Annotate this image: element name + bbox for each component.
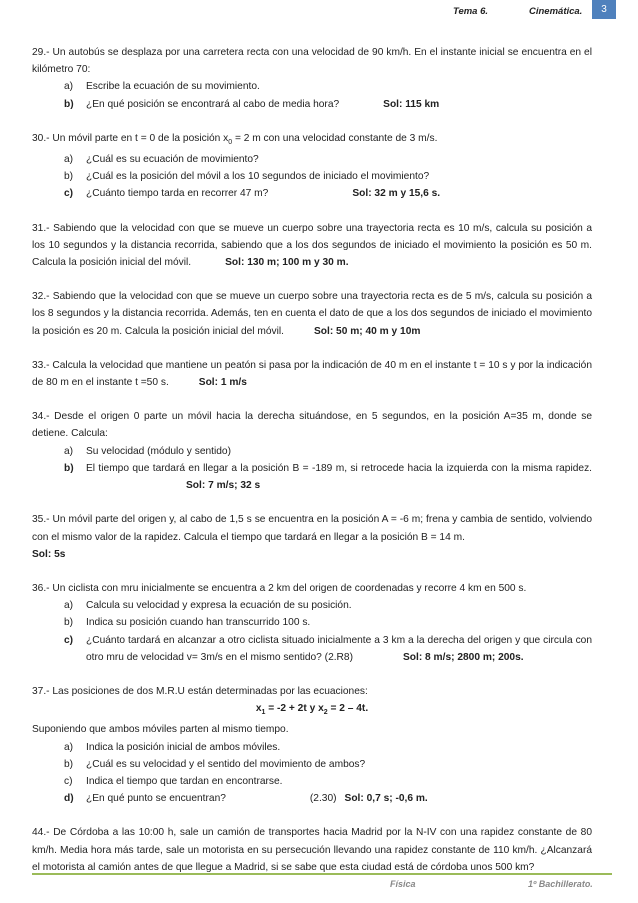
problem-36-b	[32, 614, 592, 631]
equation-part: = 2 – 4t.	[327, 703, 369, 715]
reference: (2.30)	[309, 793, 337, 805]
item-text: El tiempo que tardará en llegar a la posición B = -189 m, si retrocede hacia la izquierda con la misma rapidez.	[86, 462, 592, 474]
problem-32-statement: 32.- Sabiendo que la velocidad con que se mueve un cuerpo sobre una trayectoria recta es de 5 m/s, calcula su posición a los 8 segundos y la distancia recorrida. Además, ten en cuenta el dato de que a los dos segundos de iniciado el movimiento la posición es 20 m. Calcula la posición inicial del móvil.	[32, 291, 592, 337]
problem-37-c	[32, 773, 592, 790]
problem-37-d	[32, 790, 592, 807]
item-text: ¿En qué posición se encontrará al cabo de media hora?	[86, 98, 340, 110]
problem-34-a	[32, 443, 592, 460]
item-text: ¿Cuál es su ecuación de movimiento?	[86, 154, 259, 166]
item-label: c)	[64, 634, 74, 646]
solution: Sol: 50 m; 40 m y 10m	[313, 325, 421, 337]
statement-part: 30.- Un móvil parte en t = 0 de la posición x	[32, 132, 229, 144]
item-text: ¿En qué punto se encuentran?	[86, 793, 226, 805]
item-text: Indica su posición cuando han transcurrido 100 s.	[86, 617, 311, 629]
problem-37-a	[32, 739, 592, 756]
item-text: Indica la posición inicial de ambos móviles.	[86, 741, 281, 753]
equation-part: = -2 + 2t y	[265, 703, 319, 715]
problem-44	[32, 824, 592, 876]
item-label: a)	[64, 154, 74, 166]
problem-36-c	[32, 632, 592, 666]
problem-30-a	[32, 151, 592, 168]
problem-37-b	[32, 756, 592, 773]
item-label: b)	[64, 171, 74, 183]
item-label: b)	[64, 462, 74, 474]
item-text: ¿Cuál es la posición del móvil a los 10 segundos de iniciado el movimiento?	[86, 171, 430, 183]
problem-29-statement: 29.- Un autobús se desplaza por una carretera recta con una velocidad de 90 km/h. En el instante inicial se encuentra en el kilómetro 70:	[32, 47, 592, 76]
problem-34-statement: 34.- Desde el origen 0 parte un móvil hacia la derecha situándose, en 5 segundos, en la posición A=35 m, donde se detiene. Calcula:	[32, 411, 592, 440]
subscript: 2	[323, 709, 328, 717]
problem-34-b	[32, 460, 592, 494]
solution: Sol: 130 m; 100 m y 30 m.	[225, 257, 349, 269]
item-text: Indica el tiempo que tardan en encontrarse.	[86, 775, 283, 787]
item-text: Su velocidad (módulo y sentido)	[86, 445, 231, 457]
problem-30	[32, 130, 592, 203]
item-label: d)	[64, 793, 74, 805]
solution: Sol: 7 m/s; 32 s	[186, 480, 261, 492]
problem-29	[32, 44, 592, 113]
problem-30-c	[32, 185, 592, 202]
problem-37-statement: 37.- Las posiciones de dos M.R.U están determinadas por las ecuaciones:	[32, 685, 368, 697]
footer-divider	[32, 873, 612, 875]
item-label: a)	[64, 81, 74, 93]
solution: Sol: 32 m y 15,6 s.	[352, 188, 441, 200]
footer-subject: Física	[390, 879, 416, 889]
item-label: c)	[64, 775, 73, 787]
footer-course: 1º Bachillerato.	[528, 879, 593, 889]
solution: Sol: 0,7 s; -0,6 m.	[344, 793, 428, 805]
statement-part: = 2 m con una velocidad constante de 3 m/s.	[232, 132, 438, 144]
problem-30-statement	[32, 130, 592, 151]
page-number: 3	[592, 0, 616, 19]
problem-29-a	[32, 78, 592, 95]
problem-44-statement: 44.- De Córdoba a las 10:00 h, sale un camión de transportes hacia Madrid por la N-IV con una rapidez constante de 80 km/h. Media hora más tarde, sale un motorista en su persecución llevando una rapidez constante de 110 km/h. ¿Alcanzará el motorista al camión antes de que llegue a Madrid, si se sabe que esta ciudad está de córdoba unos 500 km?	[32, 827, 592, 873]
problem-35	[32, 511, 592, 563]
problem-36-a	[32, 597, 592, 614]
problem-37	[32, 683, 592, 807]
equation-var: x	[318, 703, 324, 715]
item-label: b)	[64, 758, 74, 770]
header-title: Cinemática.	[529, 6, 583, 17]
page-header	[0, 0, 638, 24]
solution: Sol: 8 m/s; 2800 m; 200s.	[402, 651, 524, 663]
problem-34	[32, 408, 592, 494]
header-tema: Tema 6.	[453, 6, 489, 17]
subscript: 1	[261, 709, 266, 717]
equations	[32, 700, 592, 721]
problem-29-b	[32, 96, 592, 113]
item-text: ¿Cuánto tiempo tarda en recorrer 47 m?	[86, 188, 269, 200]
solution: Sol: 115 km	[383, 98, 440, 110]
problem-36-statement: 36.- Un ciclista con mru inicialmente se encuentra a 2 km del origen de coordenadas y recorre 4 km en 500 s.	[32, 582, 527, 594]
item-text: Calcula su velocidad y expresa la ecuación de su posición.	[86, 600, 352, 612]
solution: Sol: 5s	[32, 548, 66, 560]
problem-35-statement: 35.- Un móvil parte del origen y, al cabo de 1,5 s se encuentra en la posición A = -6 m; frena y cambia de sentido, volviendo con el mismo valor de la rapidez. Calcula el tiempo que tardará en llegar a la posición B = 14 m.	[32, 514, 592, 543]
problem-37-statement-2: Suponiendo que ambos móviles parten al mismo tiempo.	[32, 724, 289, 736]
document-body	[32, 44, 592, 893]
equation-var: x	[255, 703, 262, 715]
item-text: ¿Cuál es su velocidad y el sentido del movimiento de ambos?	[86, 758, 366, 770]
item-label: a)	[64, 741, 74, 753]
item-label: b)	[64, 98, 74, 110]
problem-33	[32, 357, 592, 391]
item-text: Escribe la ecuación de su movimiento.	[86, 81, 260, 93]
problem-31-statement: 31.- Sabiendo que la velocidad con que se mueve un cuerpo sobre una trayectoria recta es 10 m/s, calcula su posición a los 10 segundos y la distancia recorrida, sabiendo que a los dos segundos de iniciado el movimiento la posición es 50 m. Calcula la posición inicial del móvil.	[32, 222, 592, 269]
problem-30-b	[32, 168, 592, 185]
problem-33-statement: 33.- Calcula la velocidad que mantiene un peatón si pasa por la indicación de 40 m en el instante t = 10 s y por la indicación de 80 m en el instante t =50 s.	[32, 359, 592, 389]
subscript: 0	[228, 138, 233, 146]
solution: Sol: 1 m/s	[198, 377, 247, 389]
item-label: a)	[64, 600, 74, 612]
problem-32	[32, 288, 592, 340]
item-label: a)	[64, 445, 74, 457]
item-label: c)	[64, 188, 74, 200]
problem-31	[32, 220, 592, 272]
problem-36	[32, 580, 592, 666]
item-label: b)	[64, 617, 74, 629]
item-text: ¿Cuánto tardará en alcanzar a otro ciclista situado inicialmente a 3 km a la derecha del origen y que circula con otro mru de velocidad v= 3m/s en el mismo sentido? (2.R8)	[86, 634, 592, 663]
